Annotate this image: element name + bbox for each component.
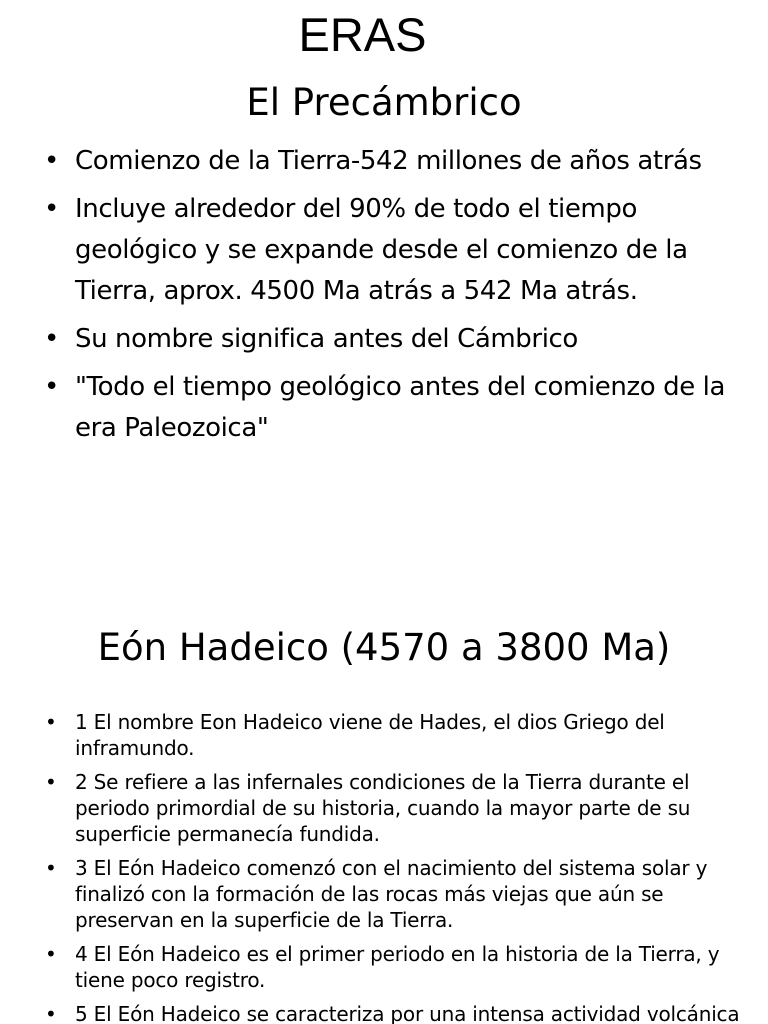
bullet-dot-icon: • <box>45 710 57 734</box>
bullet-text: Comienzo de la Tierra-542 millones de años atrás <box>75 146 702 176</box>
list-item <box>44 319 747 360</box>
slide-eon-hadeico <box>0 600 768 1024</box>
list-item <box>44 367 747 449</box>
bullet-dot-icon: • <box>44 146 59 176</box>
bullet-dot-icon: • <box>45 1002 57 1024</box>
list-item <box>44 141 747 182</box>
list-item <box>45 769 751 847</box>
slide-title-precambrico: El Precámbrico <box>246 81 522 124</box>
bullet-dot-icon: • <box>45 856 57 880</box>
bullet-text: 2 Se refiere a las infernales condiciones de la Tierra durante el periodo primordial de su historia, cuando la mayor parte de su superficie permanecía fundida. <box>75 770 691 846</box>
list-item <box>45 855 751 933</box>
list-item <box>45 1001 751 1024</box>
hadeico-bullet-list <box>45 709 751 1024</box>
bullet-text: Incluye alrededor del 90% de todo el tiempo geológico y se expande desde el comienzo de la Tierra, aprox. 4500 Ma atrás a 542 Ma atrás. <box>75 194 688 306</box>
list-item <box>45 709 751 761</box>
bullet-dot-icon: • <box>44 372 59 402</box>
precambrico-bullet-list <box>44 141 747 456</box>
bullet-dot-icon: • <box>45 770 57 794</box>
bullet-text: 3 El Eón Hadeico comenzó con el nacimiento del sistema solar y finalizó con la formación de las rocas más viejas que aún se preservan en la superficie de la Tierra. <box>75 856 708 932</box>
bullet-dot-icon: • <box>44 194 59 224</box>
bullet-text: Su nombre significa antes del Cámbrico <box>75 324 578 354</box>
bullet-text: 1 El nombre Eon Hadeico viene de Hades, el dios Griego del inframundo. <box>75 710 665 760</box>
bullet-text: 5 El Eón Hadeico se caracteriza por una intensa actividad volcánica <box>75 1002 740 1024</box>
bullet-text: "Todo el tiempo geológico antes del comienzo de la era Paleozoica" <box>75 372 726 443</box>
bullet-dot-icon: • <box>45 942 57 966</box>
bullet-text: 4 El Eón Hadeico es el primer periodo en la historia de la Tierra, y tiene poco registro. <box>75 942 720 992</box>
slide-title-eon-hadeico: Eón Hadeico (4570 a 3800 Ma) <box>97 626 671 669</box>
eras-heading: ERAS <box>298 8 427 61</box>
bullet-dot-icon: • <box>44 324 59 354</box>
list-item <box>44 189 747 312</box>
list-item <box>45 941 751 993</box>
